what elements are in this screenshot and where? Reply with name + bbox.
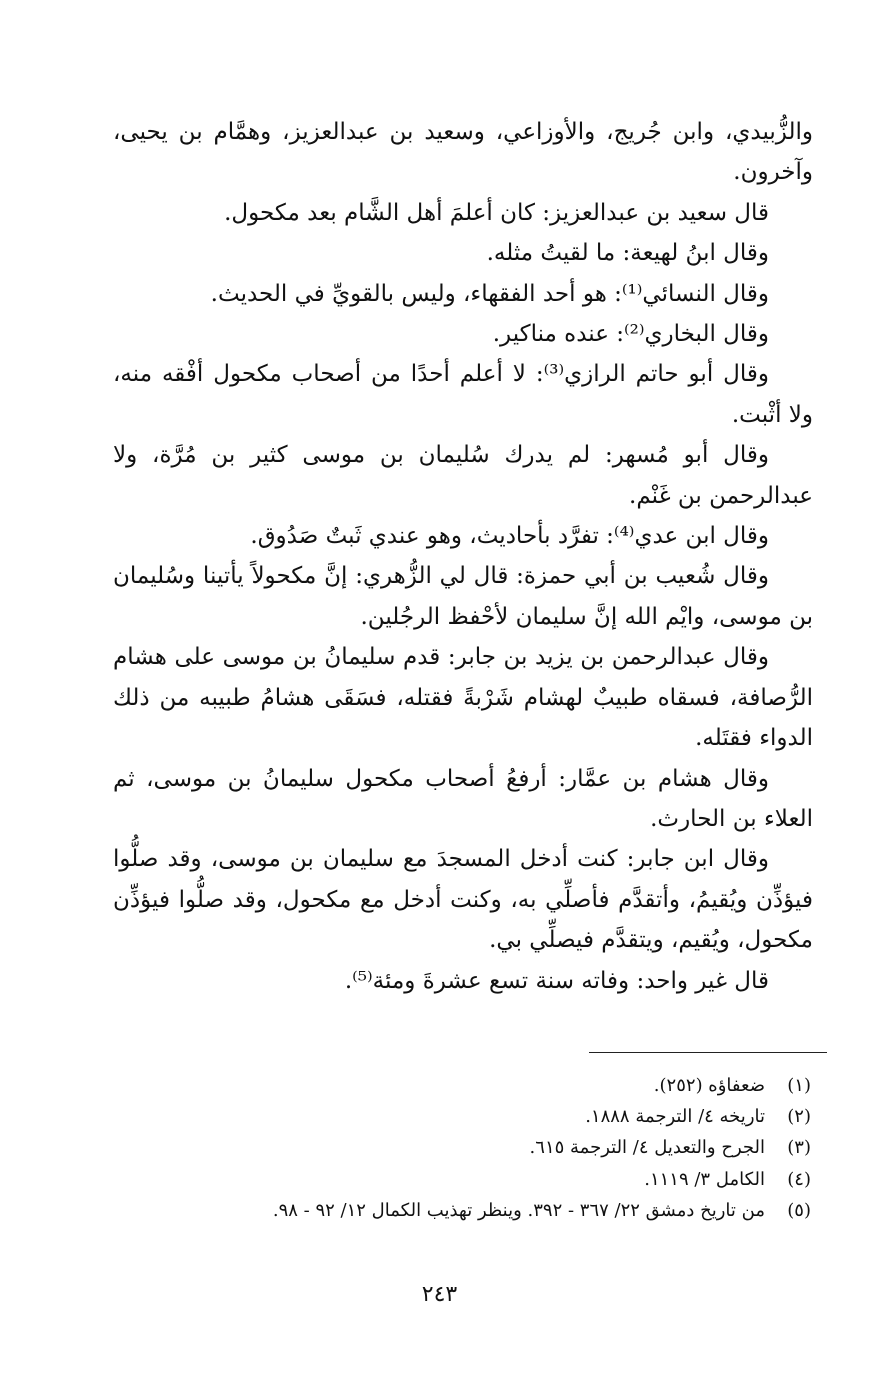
paragraph-abu-hatim-quote: وقال أبو حاتم الرازي⁽³⁾: لا أعلم أحدًا من أصحاب مكحول أفْقه منه، ولا أثْبت. (113, 361, 813, 428)
footnote-text: من تاريخ دمشق ٢٢/ ٣٦٧ - ٣٩٢. وينظر تهذيب الكمال ١٢/ ٩٢ - ٩٨. (272, 1199, 765, 1221)
footnote-text: الكامل ٣/ ١١١٩. (644, 1168, 765, 1190)
footnote-item (121, 1164, 811, 1195)
paragraph-shuayb-quote: وقال شُعيب بن أبي حمزة: قال لي الزُّهري: إنَّ مكحولاً يأتينا وسُليمان بن موسى، وايْم الله إنَّ سليمان لأحْفظ الرجُلين. (113, 563, 813, 630)
paragraph-narrators-continued: والزُّبيدي، وابن جُريج، والأوزاعي، وسعيد بن عبدالعزيز، وهمَّام بن يحيى، وآخرون. (113, 119, 813, 186)
paragraph-ibn-lahia-quote: وقال ابنُ لهيعة: ما لقيتُ مثله. (486, 240, 769, 267)
footnote-item (121, 1132, 811, 1163)
footnote-number: (٤) (787, 1168, 811, 1190)
footnote-divider (589, 1052, 827, 1053)
main-text-block (113, 112, 813, 1001)
paragraph-nasai-quote: وقال النسائي⁽¹⁾: هو أحد الفقهاء، وليس بالقويِّ في الحديث. (210, 280, 769, 307)
footnote-number: (٢) (787, 1106, 811, 1128)
footnote-text: ضعفاؤه (٢٥٢). (653, 1075, 765, 1096)
paragraph-saeed-quote: قال سعيد بن عبدالعزيز: كان أعلمَ أهل الشَّام بعد مكحول. (224, 199, 769, 226)
paragraph-abu-mushir-quote: وقال أبو مُسهر: لم يدرك سُليمان بن موسى كثير بن مُرَّة، ولا عبدالرحمن بن غَنْم. (113, 442, 813, 509)
paragraph-bukhari-quote: وقال البخاري⁽²⁾: عنده مناكير. (492, 321, 769, 348)
footnote-item (121, 1070, 811, 1101)
footnote-item (121, 1195, 811, 1226)
paragraph-death-year: قال غير واحد: وفاته سنة تسع عشرةَ ومئة⁽⁵⁾. (344, 967, 769, 994)
footnote-text: الجرح والتعديل ٤/ الترجمة ٦١٥. (529, 1137, 765, 1159)
paragraph-abdulrahman-quote: وقال عبدالرحمن بن يزيد بن جابر: قدم سليمانُ بن موسى على هشام الرُّصافة، فسقاه طبيبٌ لهشام شَرْبةً فقتله، فسَقَى هشامُ طبيبه من ذلك الدواء فقتَله. (113, 644, 813, 752)
footnote-number: (١) (787, 1075, 811, 1096)
footnote-number: (٣) (787, 1137, 811, 1159)
footnote-text: تاريخه ٤/ الترجمة ١٨٨٨. (585, 1106, 765, 1128)
paragraph-hisham-quote: وقال هشام بن عمَّار: أرفعُ أصحاب مكحول سليمانُ بن موسى، ثم العلاء بن الحارث. (113, 765, 813, 832)
footnote-item (121, 1101, 811, 1132)
footnote-number: (٥) (787, 1199, 811, 1221)
paragraph-ibn-jabir-quote: وقال ابن جابر: كنت أدخل المسجدَ مع سليمان بن موسى، وقد صلُّوا فيؤذِّن ويُقيمُ، وأتقدَّم فأصلِّي به، وكنت أدخل مع مكحول، وقد صلُّوا فيؤذِّن مكحول، ويُقيم، ويتقدَّم فيصلِّي بي. (113, 846, 813, 954)
page-number: ٢٤٣ (421, 1282, 458, 1307)
paragraph-ibn-adi-quote: وقال ابن عدي⁽⁴⁾: تفرَّد بأحاديث، وهو عندي ثَبتٌ صَدُوق. (250, 523, 769, 550)
footnotes-section (121, 1070, 811, 1226)
